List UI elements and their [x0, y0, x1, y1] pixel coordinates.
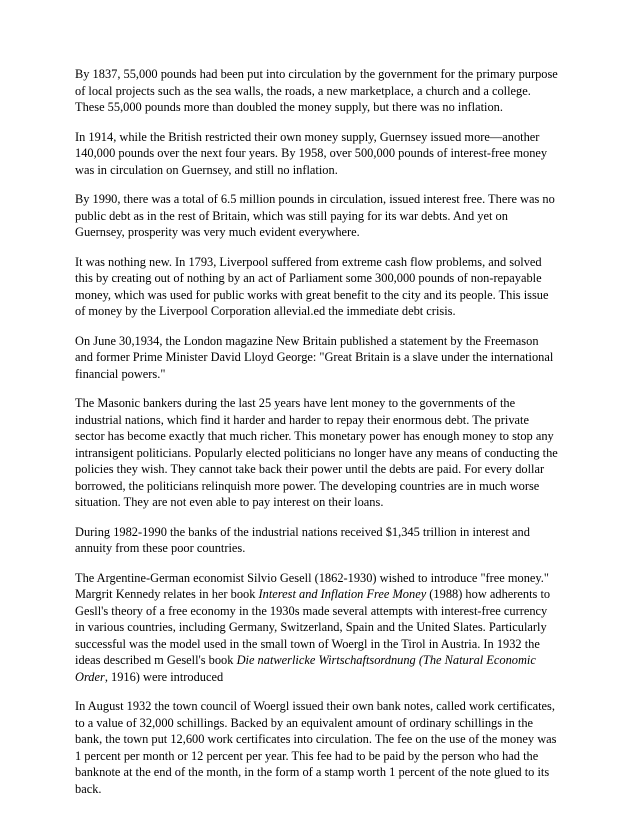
paragraph-1837-circulation: By 1837, 55,000 pounds had been put into circulation by the government for the primary purpose of local projects such as the sea walls, the roads, a new marketplace, a church and a college. These 55,000 pounds more than doubled the money supply, but there was no inflation.: [75, 67, 558, 114]
paragraph-1982-1990: During 1982-1990 the banks of the industrial nations received $1,345 trillion in interest and annuity from these poor countries.: [75, 524, 530, 555]
paragraph-1914-guernsey: In 1914, while the British restricted their own money supply, Guernsey issued more—another 140,000 pounds over the next four years. By 1958, over 500,000 pounds of interest-free money was in circulation on Guernsey, and still no inflation.: [75, 129, 548, 177]
paragraph-woergl-1932: In August 1932 the town council of Woergl issued their own bank notes, called work certificates, to a value of 32,000 schillings. Backed by an equivalent amount of ordinary schillings in the bank, the town put 12,600 work certificates into circulation. The fee on the use of the money was 1 percent per month or 12 percent per year. This fee had to be paid by the person who had the banknote at the end of the month, in the form of a stamp worth 1 percent of the note glued to its back.: [75, 699, 557, 796]
paragraph-liverpool-1793: It was nothing new. In 1793, Liverpool suffered from extreme cash flow problems, and solved this by creating out of nothing by an act of Parliament some 300,000 pounds of non-repayable money, which was used for public works with great benefit to the city and its people. This issue of money by the Liverpool Corporation allevial.ed the immediate debt crisis.: [75, 254, 549, 318]
paragraph-gesell: [75, 570, 571, 686]
paragraph-masonic-bankers: The Masonic bankers during the last 25 years have lent money to the governments of the industrial nations, which find it harder and harder to repay their enormous debt. The private sector has become exactly that much richer. This monetary power has enough money to stop any intransigent politicians. Popularly elected politicians no longer have any means of conducting the policies they wish. They cannot take back their power until the debts are paid. For every dollar borrowed, the politicians relinquish more power. The developing countries are in much worse situation. They are not even able to pay interest on their loans.: [75, 396, 558, 509]
document-page: [75, 66, 571, 810]
paragraph-1990-total: By 1990, there was a total of 6.5 million pounds in circulation, issued interest free. There was no public debt as in the rest of Britain, which was still paying for its war debts. And yet on Guernsey, prosperity was very much evident everywhere.: [75, 192, 555, 239]
gesell-text-part1: The Argentine-German economist Silvio Gesell (1862-1930) wished to introduce "free money." Margrit Kennedy relates in her book: [75, 570, 549, 601]
gesell-text-part2: (1988) how adherents to Gesll's theory of a free economy in the 1930s made several attempts with interest-free currency in various countries, including Germany, Switzerland, Spain and the United Slates. Particularly successful was the model used in the small town of Woergl in the Tirol in Austria. In 1932 the ideas described m Gesell's book: [75, 587, 551, 667]
book-title-natural-economic-order: Die natwerlicke Wirtschaftsordnung (The Natural Economic Order: [75, 653, 536, 684]
gesell-text-part3: , 1916) were introduced: [104, 669, 224, 684]
paragraph-lloyd-george: On June 30,1934, the London magazine New Britain published a statement by the Freemason and former Prime Minister David Lloyd George: "Great Britain is a slave under the international financial powers.": [75, 333, 554, 381]
book-title-interest-inflation: Interest and Inflation Free Money: [258, 587, 427, 601]
